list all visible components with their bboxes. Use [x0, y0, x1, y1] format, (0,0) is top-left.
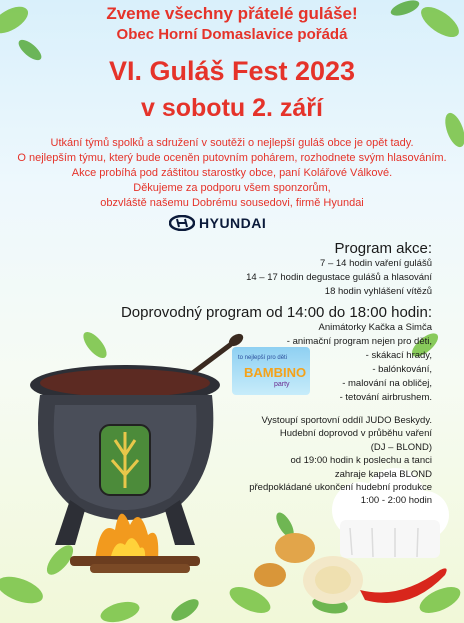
hyundai-logo: [169, 213, 287, 233]
evening-item: (DJ – BLOND): [370, 441, 432, 453]
program-heading: Program akce:: [334, 240, 432, 257]
intro-line: obzvláště našemu Dobrému sousedovi, firmě Hyundai: [100, 197, 364, 209]
program-item: 14 – 17 hodin degustace gulášů a hlasování: [246, 272, 432, 283]
evening-item: zahraje kapela BLOND: [334, 468, 432, 480]
invitation-title: Zveme všechny přátelé guláše!: [106, 4, 358, 23]
program-section: [246, 240, 432, 299]
intro-text: [0, 136, 464, 211]
program-item: 7 – 14 hodin vaření gulášů: [320, 258, 432, 269]
side-program-item: - tetování airbrushem.: [339, 392, 432, 403]
side-program-heading: Doprovodný program od 14:00 do 18:00 hodin:: [120, 304, 432, 321]
bambino-tagline: to nejlepší pro děti: [238, 355, 288, 361]
bambino-party: party: [274, 381, 290, 388]
organizer-line: Obec Horní Domaslavice pořádá: [116, 26, 348, 43]
intro-line: Akce probíhá pod záštitou starostky obce, paní Kolářové Válkové.: [71, 167, 393, 179]
intro-line: Utkání týmů spolků a sdružení v soutěži o nejlepší guláš obce je opět tady.: [50, 137, 414, 149]
intro-line: Děkujeme za podporu všem sponzorům,: [133, 182, 331, 194]
bambino-logo: [232, 347, 310, 395]
side-program-item: - animační program nejen pro děti,: [286, 336, 432, 347]
side-program-item: Animátorky Kačka a Simča: [318, 322, 432, 333]
evening-program-section: [132, 414, 432, 508]
event-date: v sobotu 2. září: [141, 94, 323, 122]
evening-item: Hudební doprovod v průběhu vaření: [279, 428, 432, 440]
evening-item: předpokládané ukončení hudební produkce: [249, 482, 432, 494]
sponsor-name: HYUNDAI: [199, 215, 267, 231]
program-item: 18 hodin vyhlášení vítězů: [324, 286, 432, 297]
intro-line: O nejlepším týmu, který bude oceněn putovním pohárem, rozhodnete svým hlasováním.: [17, 152, 447, 164]
evening-item: od 19:00 hodin k poslechu a tanci: [290, 455, 432, 467]
side-program-item: - skákací hrady,: [365, 350, 432, 361]
event-title: VI. Guláš Fest 2023: [108, 56, 356, 86]
side-program-item: - malování na obličej,: [342, 378, 432, 389]
evening-item: Vystoupí sportovní oddíl JUDO Beskydy.: [261, 415, 432, 426]
evening-item: 1:00 - 2:00 hodin: [360, 495, 432, 507]
hyundai-logo-icon: [169, 215, 195, 231]
bambino-name: BAMBINO: [244, 365, 307, 380]
side-program-item: - balónkování,: [372, 364, 432, 375]
